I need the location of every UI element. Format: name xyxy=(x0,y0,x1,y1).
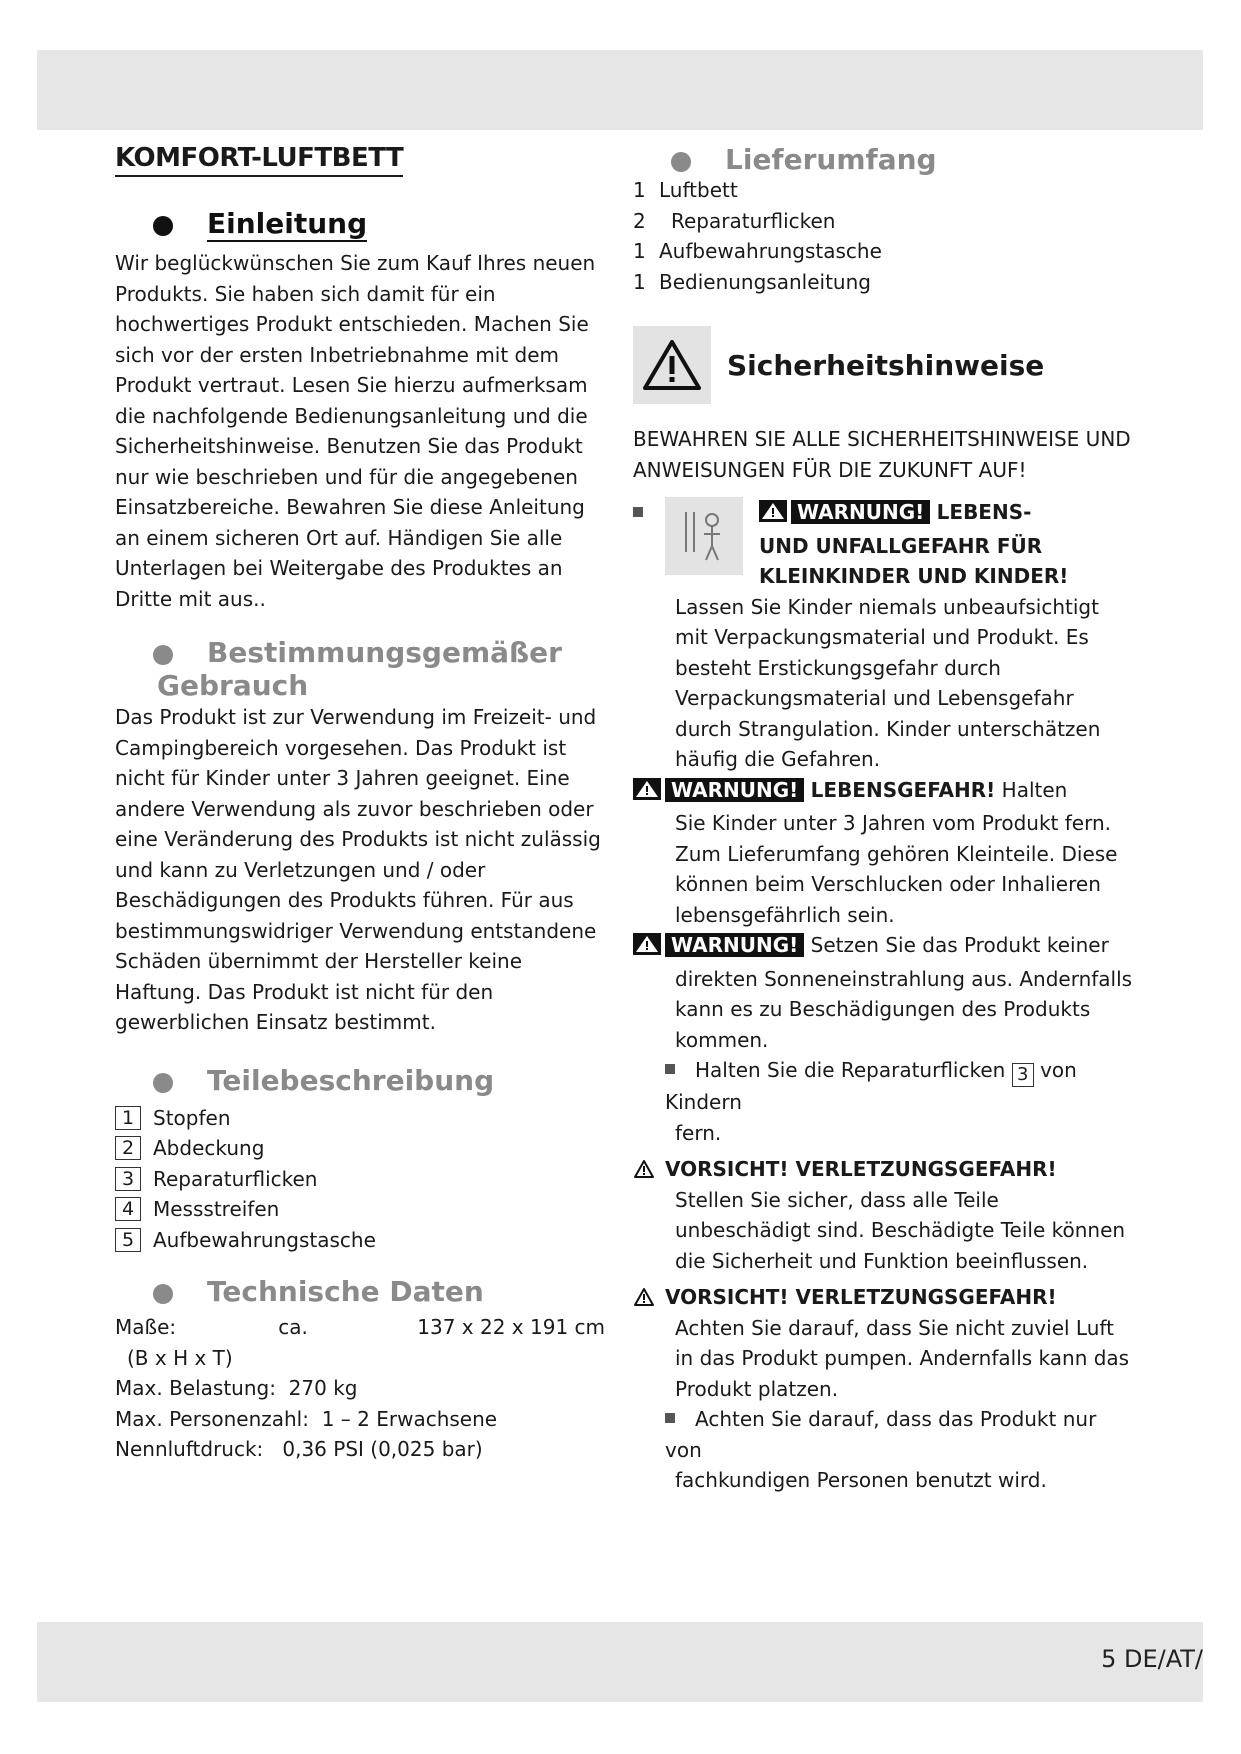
parts-list xyxy=(115,1103,605,1256)
warning-triangle-icon xyxy=(633,933,661,964)
caution-2-text: Achten Sie darauf, dass Sie nicht zuviel Luft in das Produkt pumpen. Andernfalls kann das Produkt platzen. xyxy=(675,1315,1130,1401)
list-item: 1 Stopfen xyxy=(115,1103,605,1134)
right-column: Lieferumfang 1 Luftbett 2 Reparaturflicken 1 Aufbewahrungstasche 1 Bedienungsanleitung Sicherheitshinweise BEWAHREN SIE ALLE SICHERHEITSHINWEISE UND ANWEISUNGEN FÜR DIE ZUKUNFT AUF! WARNUNG! LEBENS- UND UNFALLGEFAHR FÜR KLEINKINDER UND KINDER! Lassen Sie Kinder niemals unbeaufsichtigt mit Verpackungsmaterial und Produkt. Es besteht Erstickungsgefahr durch Verpackungsmaterial und Lebensgefahr durch Strangulation. Kinder unterschätzen häufig die Gefahren. WARNUNG! LEBENSGEFAHR! Halten Sie Kinder unter 3 Jahren vom Produkt fern. Zum Lieferumfang gehören Kleinteile. Diese können beim Verschlucken oder Inhalieren lebensgefährlich sein. WARNUNG! Setzen Sie das Produkt keiner direkten Sonneneinstrahlung aus. Andernfalls kann es zu Beschädigungen des Produkts kommen. Halten Sie die Reparaturflicken 3 von Kindern fern. VORSICHT! VERLETZUNGSGEFAHR! Stellen Sie sicher, dass alle Teile unbeschädigt sind. Beschädigte Teile können die Sicherheit und Funktion beeinflussen. VORSICHT! VERLETZUNGSGEFAHR! Achten Sie darauf, dass Sie nicht zuviel Luft in das Produkt pumpen. Andernfalls kann das Produkt platzen. Achten Sie darauf, dass das Produkt nur von fachkundigen Personen benutzt wird. xyxy=(633,143,1133,1492)
list-item: 2 Reparaturflicken xyxy=(633,208,836,233)
tech-row-dimensions: Maße: ca. 137 x 22 x 191 cm xyxy=(115,1315,605,1340)
caution-triangle-icon xyxy=(633,1287,655,1307)
warning-triangle-icon xyxy=(633,778,661,809)
tech-row-pressure: Nennluftdruck: 0,36 PSI (0,025 bar) xyxy=(115,1437,483,1462)
tech-row-load: Max. Belastung: 270 kg xyxy=(115,1376,358,1401)
bullet-icon xyxy=(671,152,691,172)
warning-tag: WARNUNG! xyxy=(791,500,930,524)
warning-1: WARNUNG! LEBENS- UND UNFALLGEFAHR FÜR KLEINKINDER UND KINDER! Lassen Sie Kinder niemals unbeaufsichtigt mit Verpackungsmaterial und Produkt. Es besteht Erstickungsgefahr durch Verpackungsmaterial und Lebensgefahr durch Strangulation. Kinder unterschätzen häufig die Gefahren. xyxy=(633,497,1133,775)
list-item: 5 Aufbewahrungstasche xyxy=(115,1225,605,1256)
intro-heading: Einleitung xyxy=(115,207,605,242)
safety-heading: Sicherheitshinweise xyxy=(633,326,1133,404)
warning-tag: WARNUNG! xyxy=(665,778,804,802)
safety-bullet-2: Achten Sie darauf, dass das Produkt nur von xyxy=(665,1407,1097,1462)
bullet-icon xyxy=(153,216,173,236)
header-band xyxy=(37,50,1203,130)
list-item: 1 Bedienungsanleitung xyxy=(633,269,871,294)
list-item: 3 Reparaturflicken xyxy=(115,1164,605,1195)
keep-notice: BEWAHREN SIE ALLE SICHERHEITSHINWEISE UND ANWEISUNGEN FÜR DIE ZUKUNFT AUF! xyxy=(633,427,1131,482)
caution-2: VORSICHT! VERLETZUNGSGEFAHR! Achten Sie darauf, dass Sie nicht zuviel Luft in das Produkt pumpen. Andernfalls kann das Produkt platzen. xyxy=(633,1282,1133,1404)
scope-list xyxy=(633,178,1133,300)
caution-1-text: Stellen Sie sicher, dass alle Teile unbeschädigt sind. Beschädigte Teile können die Sicherheit und Funktion beeinflussen. xyxy=(675,1187,1126,1273)
bullet-icon xyxy=(153,1073,173,1093)
scope-heading: Lieferumfang xyxy=(633,143,1133,176)
tech-data: Maße: ca. 137 x 22 x 191 cm (B x H x T) Max. Belastung: 270 kg Max. Personenzahl: 1 – 2 Erwachsene Nennluftdruck: 0,36 PSI (0,025 bar) xyxy=(115,1312,605,1465)
warning-3: WARNUNG! Setzen Sie das Produkt keiner direkten Sonneneinstrahlung aus. Andernfalls kann es zu Beschädigungen des Produkts kommen. xyxy=(633,930,1133,1055)
intended-use-heading: Bestimmungsgemäßer xyxy=(115,636,605,669)
tech-row-persons: Max. Personenzahl: 1 – 2 Erwachsene xyxy=(115,1406,498,1431)
parts-heading: Teilebeschreibung xyxy=(115,1064,605,1097)
page-number: 5 DE/AT/ xyxy=(1101,1645,1203,1673)
warning-2-text: Sie Kinder unter 3 Jahren vom Produkt fern. Zum Lieferumfang gehören Kleinteile. Diese können beim Verschlucken oder Inhalieren lebensgefährlich sein. xyxy=(675,811,1118,927)
bullet-square-icon xyxy=(665,1413,675,1423)
page-title: KOMFORT-LUFTBETT xyxy=(115,143,403,177)
child-danger-icon xyxy=(665,497,743,575)
left-column xyxy=(115,143,605,1465)
warning-3-text: direkten Sonneneinstrahlung aus. Andernfalls kann es zu Beschädigungen des Produkts kommen. xyxy=(675,966,1133,1052)
bullet-icon xyxy=(153,645,173,665)
safety-bullet-1: Halten Sie die Reparaturflicken 3 von Kindern xyxy=(665,1058,1077,1114)
intended-use-heading-line2: Gebrauch xyxy=(157,669,309,702)
intro-text: Wir beglückwünschen Sie zum Kauf Ihres neuen Produkts. Sie haben sich damit für ein hochwertiges Produkt entschieden. Machen Sie sich vor der ersten Inbetriebnahme mit dem Produkt vertraut. Lesen Sie hierzu aufmerksam die nachfolgende Bedienungsanleitung und die Sicherheitshinweise. Benutzen Sie das Produkt nur wie beschrieben und für die angegebenen Einsatzbereiche. Bewahren Sie diese Anleitung an einem sicheren Ort auf. Händigen Sie alle Unterlagen bei Weitergabe des Produktes an Dritte mit aus.. xyxy=(115,251,596,611)
list-item: 4 Messstreifen xyxy=(115,1194,605,1225)
list-item: 2 Abdeckung xyxy=(115,1133,605,1164)
caution-triangle-icon xyxy=(633,1159,655,1179)
warning-2: WARNUNG! LEBENSGEFAHR! Halten Sie Kinder unter 3 Jahren vom Produkt fern. Zum Lieferumfang gehören Kleinteile. Diese können beim Verschlucken oder Inhalieren lebensgefährlich sein. xyxy=(633,775,1133,931)
warning-1-text: Lassen Sie Kinder niemals unbeaufsichtigt mit Verpackungsmaterial und Produkt. Es besteht Erstickungsgefahr durch Verpackungsmaterial und Lebensgefahr durch Strangulation. Kinder unterschätzen häufig die Gefahren. xyxy=(675,594,1101,771)
bullet-icon xyxy=(153,1284,173,1304)
tech-heading: Technische Daten xyxy=(115,1275,605,1308)
list-item: 1 Aufbewahrungstasche xyxy=(633,239,882,263)
warning-triangle-icon xyxy=(633,326,711,404)
intended-use-text: Das Produkt ist zur Verwendung im Freizeit- und Campingbereich vorgesehen. Das Produkt ist nicht für Kinder unter 3 Jahren geeignet. Eine andere Verwendung als zuvor beschrieben oder eine Veränderung des Produkts ist nicht zulässig und kann zu Verletzungen und / oder Beschädigungen des Produkts führen. Für aus bestimmungswidriger Verwendung entstandene Schäden übernimmt der Hersteller keine Haftung. Das Produkt ist nicht für den gewerblichen Einsatz bestimmt. xyxy=(115,705,601,1034)
warning-tag: WARNUNG! xyxy=(665,933,804,957)
bullet-square-icon xyxy=(633,507,643,517)
bullet-square-icon xyxy=(665,1064,675,1074)
footer-band xyxy=(37,1622,1203,1702)
list-item: 1 Luftbett xyxy=(633,178,738,202)
caution-1: VORSICHT! VERLETZUNGSGEFAHR! Stellen Sie sicher, dass alle Teile unbeschädigt sind. Beschädigte Teile können die Sicherheit und Funktion beeinflussen. xyxy=(633,1154,1133,1276)
warning-triangle-icon xyxy=(759,500,787,531)
